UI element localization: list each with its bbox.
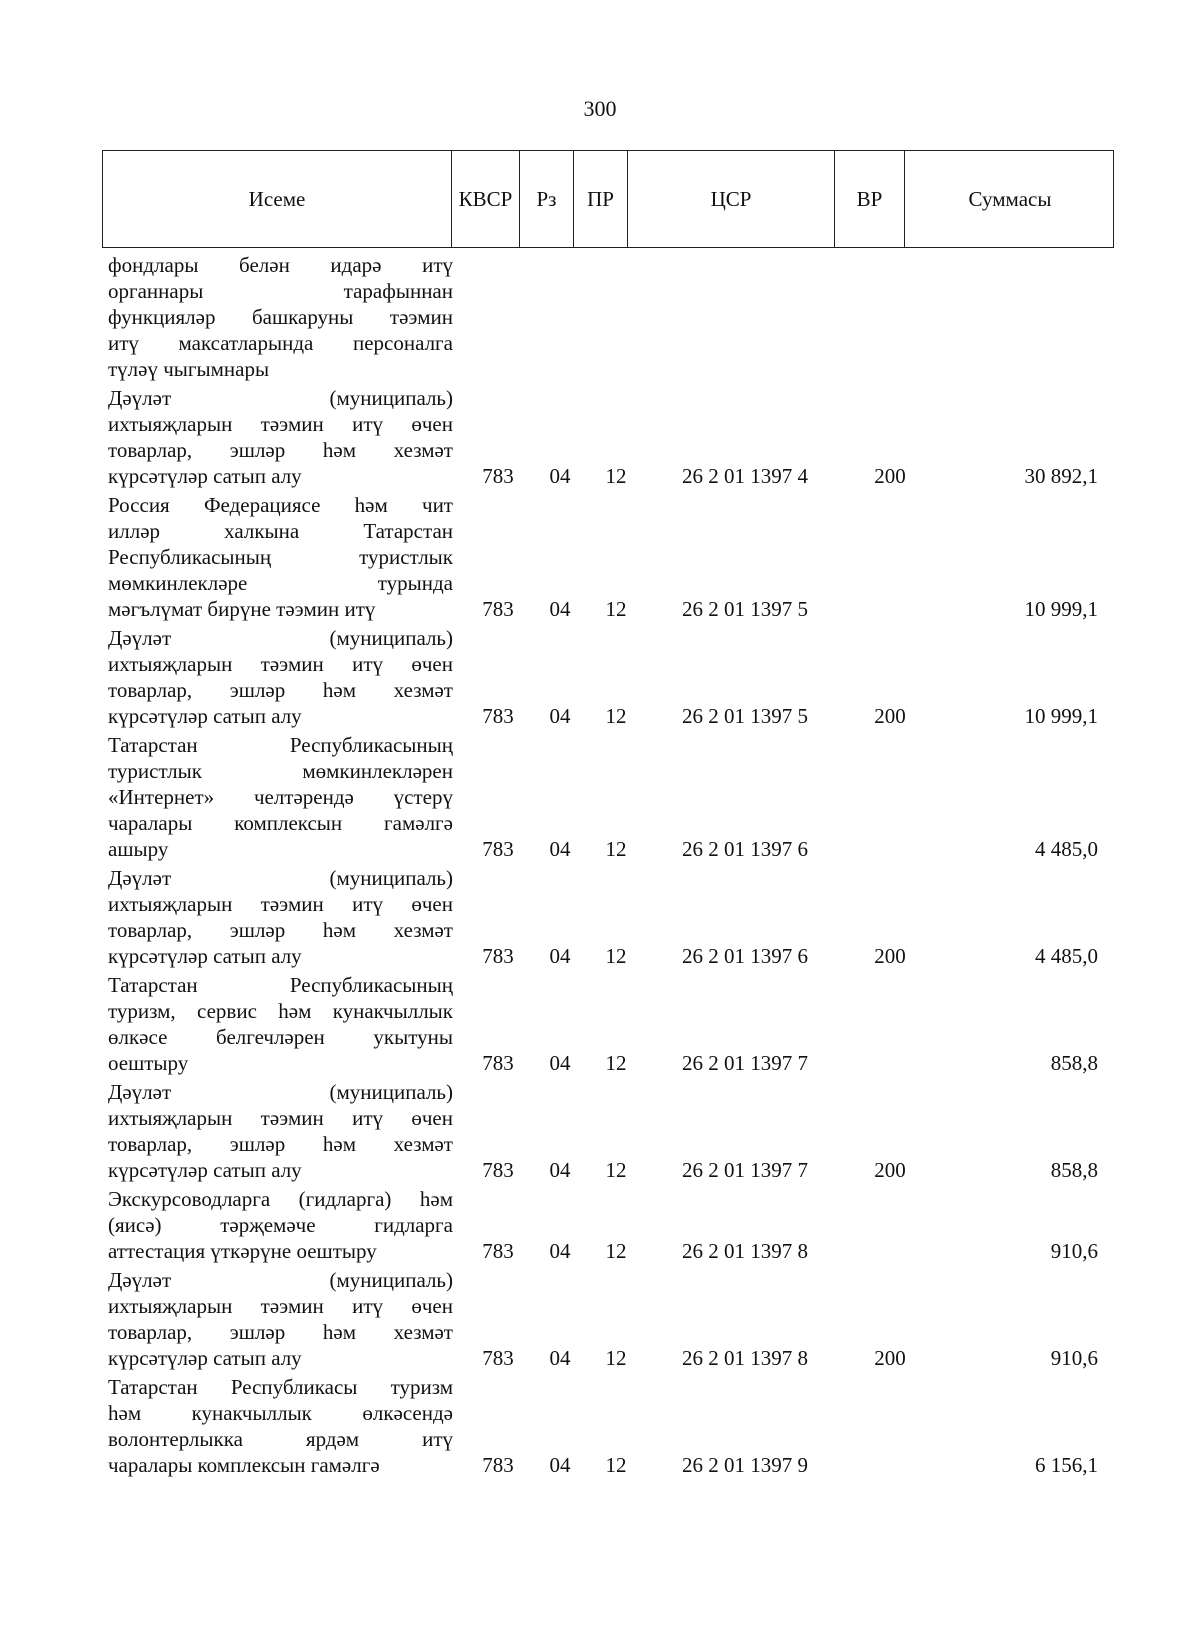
row-name-line: товарлар, эшләр һәм хезмәт [108, 438, 453, 462]
row-name-line: Дәүләт (муниципаль) [108, 1080, 453, 1104]
cell-pr: 12 [605, 1453, 627, 1477]
cell-pr: 12 [605, 837, 627, 861]
cell-csr: 26 2 01 1397 8 [682, 1239, 808, 1263]
row-name-line: оештыру [108, 1051, 189, 1075]
cell-csr: 26 2 01 1397 7 [682, 1051, 808, 1075]
row-name-line: күрсәтүләр сатып алу [108, 944, 302, 968]
table-row [0, 1186, 1200, 1264]
table-row [0, 252, 1200, 382]
header-name: Исеме [103, 151, 452, 247]
row-name-line: чаралары комплексын гамәлгә [108, 811, 453, 835]
row-name-line: ихтыяҗларын тәэмин итү өчен [108, 1106, 453, 1130]
cell-pr: 12 [605, 1346, 627, 1370]
cell-kvsr: 783 [482, 464, 514, 488]
row-name-line: (яисә) тәрҗемәче гидларга [108, 1213, 453, 1237]
row-name-line: күрсәтүләр сатып алу [108, 1346, 302, 1370]
table-header [102, 150, 1114, 248]
cell-sum: 10 999,1 [1024, 597, 1098, 621]
table-row [0, 385, 1200, 489]
cell-kvsr: 783 [482, 1453, 514, 1477]
cell-vr: 200 [874, 1346, 906, 1370]
row-name-line: күрсәтүләр сатып алу [108, 1158, 302, 1182]
row-name [108, 625, 453, 729]
cell-rz: 04 [549, 1346, 571, 1370]
row-name [108, 1374, 453, 1478]
row-name [108, 1267, 453, 1371]
cell-sum: 858,8 [1050, 1158, 1098, 1182]
row-name [108, 972, 453, 1076]
cell-csr: 26 2 01 1397 8 [682, 1346, 808, 1370]
row-name-line: Дәүләт (муниципаль) [108, 1268, 453, 1292]
row-name-line: Татарстан Республикасының [108, 733, 453, 757]
cell-rz: 04 [549, 944, 571, 968]
cell-rz: 04 [549, 837, 571, 861]
cell-sum: 858,8 [1050, 1051, 1098, 1075]
row-name-line: аттестация үткәрүне оештыру [108, 1239, 377, 1263]
row-name-line: товарлар, эшләр һәм хезмәт [108, 678, 453, 702]
row-name [108, 492, 453, 622]
row-name-line: туристлык мөмкинлекләрен [108, 759, 453, 783]
cell-sum: 4 485,0 [1035, 944, 1098, 968]
cell-vr: 200 [874, 704, 906, 728]
row-name-line: «Интернет» челтәрендә үстерү [108, 785, 453, 809]
row-name-line: Дәүләт (муниципаль) [108, 866, 453, 890]
cell-kvsr: 783 [482, 597, 514, 621]
cell-sum: 910,6 [1050, 1346, 1098, 1370]
cell-pr: 12 [605, 1239, 627, 1263]
cell-vr: 200 [874, 1158, 906, 1182]
cell-rz: 04 [549, 1051, 571, 1075]
row-name-line: күрсәтүләр сатып алу [108, 704, 302, 728]
table-row [0, 972, 1200, 1076]
cell-csr: 26 2 01 1397 6 [682, 837, 808, 861]
header-pr: ПР [574, 151, 628, 247]
row-name-line: Татарстан Республикасы туризм [108, 1375, 453, 1399]
row-name-line: ихтыяҗларын тәэмин итү өчен [108, 892, 453, 916]
table-row [0, 1267, 1200, 1371]
cell-sum: 10 999,1 [1024, 704, 1098, 728]
cell-pr: 12 [605, 597, 627, 621]
cell-csr: 26 2 01 1397 7 [682, 1158, 808, 1182]
cell-csr: 26 2 01 1397 9 [682, 1453, 808, 1477]
table-row [0, 732, 1200, 862]
row-name-line: Татарстан Республикасының [108, 973, 453, 997]
row-name-line: туризм, сервис һәм кунакчыллык [108, 999, 453, 1023]
row-name-line: илләр халкына Татарстан [108, 519, 453, 543]
cell-rz: 04 [549, 1158, 571, 1182]
row-name-line: Россия Федерациясе һәм чит [108, 493, 453, 517]
cell-csr: 26 2 01 1397 6 [682, 944, 808, 968]
cell-rz: 04 [549, 1453, 571, 1477]
row-name-line: ихтыяҗларын тәэмин итү өчен [108, 1294, 453, 1318]
cell-sum: 30 892,1 [1024, 464, 1098, 488]
row-name-line: Дәүләт (муниципаль) [108, 626, 453, 650]
row-name [108, 1079, 453, 1183]
row-name-line: итү максатларында персоналга [108, 331, 453, 355]
row-name-line: күрсәтүләр сатып алу [108, 464, 302, 488]
cell-rz: 04 [549, 464, 571, 488]
cell-pr: 12 [605, 1158, 627, 1182]
cell-sum: 6 156,1 [1035, 1453, 1098, 1477]
row-name-line: мәгълүмат бирүне тәэмин итү [108, 597, 376, 621]
row-name-line: товарлар, эшләр һәм хезмәт [108, 918, 453, 942]
row-name-line: Республикасының туристлык [108, 545, 453, 569]
cell-kvsr: 783 [482, 837, 514, 861]
header-kvsr: КВСР [452, 151, 520, 247]
row-name [108, 1186, 453, 1264]
cell-rz: 04 [549, 597, 571, 621]
row-name-line: фондлары белән идарә итү [108, 253, 453, 277]
cell-pr: 12 [605, 464, 627, 488]
cell-csr: 26 2 01 1397 5 [682, 704, 808, 728]
header-rz: Рз [520, 151, 574, 247]
row-name-line: ашыру [108, 837, 169, 861]
row-name-line: ихтыяҗларын тәэмин итү өчен [108, 412, 453, 436]
cell-rz: 04 [549, 704, 571, 728]
table-row [0, 865, 1200, 969]
cell-csr: 26 2 01 1397 4 [682, 464, 808, 488]
cell-csr: 26 2 01 1397 5 [682, 597, 808, 621]
row-name-line: чаралары комплексын гамәлгә [108, 1453, 380, 1477]
row-name [108, 865, 453, 969]
cell-kvsr: 783 [482, 1051, 514, 1075]
cell-sum: 910,6 [1050, 1239, 1098, 1263]
row-name-line: түләү чыгымнары [108, 357, 270, 381]
row-name-line: товарлар, эшләр һәм хезмәт [108, 1132, 453, 1156]
row-name [108, 385, 453, 489]
header-vr: ВР [835, 151, 905, 247]
row-name-line: товарлар, эшләр һәм хезмәт [108, 1320, 453, 1344]
cell-kvsr: 783 [482, 1239, 514, 1263]
cell-vr: 200 [874, 944, 906, 968]
table-row [0, 1079, 1200, 1183]
row-name-line: Экскурсоводларга (гидларга) һәм [108, 1187, 453, 1211]
table-row [0, 492, 1200, 622]
row-name-line: ихтыяҗларын тәэмин итү өчен [108, 652, 453, 676]
table-row [0, 1374, 1200, 1478]
row-name-line: функцияләр башкаруны тәэмин [108, 305, 453, 329]
row-name-line: өлкәсе белгечләрен укытуны [108, 1025, 453, 1049]
row-name [108, 732, 453, 862]
cell-kvsr: 783 [482, 944, 514, 968]
row-name-line: һәм кунакчыллык өлкәсендә [108, 1401, 453, 1425]
row-name-line: органнары тарафыннан [108, 279, 453, 303]
header-csr: ЦСР [628, 151, 835, 247]
cell-vr: 200 [874, 464, 906, 488]
table-row [0, 625, 1200, 729]
row-name-line: волонтерлыкка ярдәм итү [108, 1427, 453, 1451]
cell-pr: 12 [605, 944, 627, 968]
cell-kvsr: 783 [482, 704, 514, 728]
cell-pr: 12 [605, 1051, 627, 1075]
cell-sum: 4 485,0 [1035, 837, 1098, 861]
header-sum: Суммасы [968, 186, 1052, 211]
row-name [108, 252, 453, 382]
page-number: 300 [583, 96, 617, 121]
cell-pr: 12 [605, 704, 627, 728]
row-name-line: мөмкинлекләре турында [108, 571, 453, 595]
cell-kvsr: 783 [482, 1346, 514, 1370]
cell-kvsr: 783 [482, 1158, 514, 1182]
cell-rz: 04 [549, 1239, 571, 1263]
row-name-line: Дәүләт (муниципаль) [108, 386, 453, 410]
